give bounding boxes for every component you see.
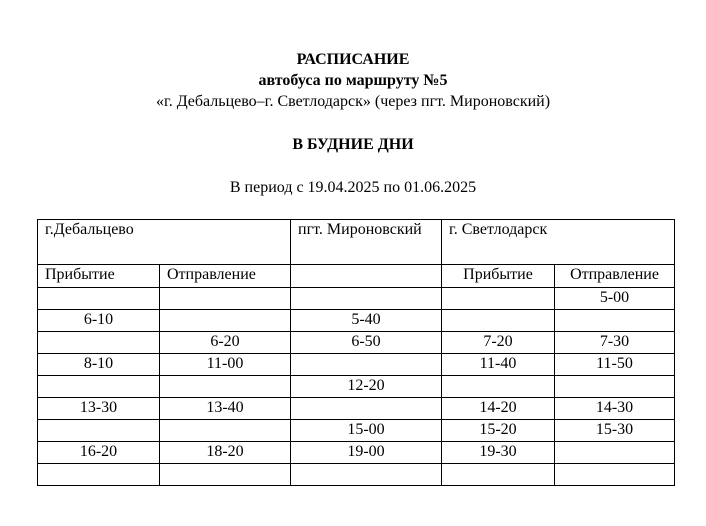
debaltsevo-departure-cell	[160, 376, 291, 398]
debaltsevo-arrival-cell	[38, 464, 160, 486]
svetlodarsk-arrival-cell: 19-30	[442, 442, 555, 464]
mironovsky-time-cell: 12-20	[291, 376, 442, 398]
mironovsky-time-cell: 19-00	[291, 442, 442, 464]
svetlodarsk-arrival-cell	[442, 310, 555, 332]
svetlodarsk-departure-header: Отправление	[555, 265, 675, 288]
debaltsevo-departure-cell	[160, 464, 291, 486]
svetlodarsk-departure-cell	[555, 310, 675, 332]
table-row	[38, 420, 675, 442]
svetlodarsk-departure-cell	[555, 464, 675, 486]
table-row	[38, 376, 675, 398]
svetlodarsk-arrival-header: Прибытие	[442, 265, 555, 288]
svetlodarsk-departure-cell	[555, 376, 675, 398]
table-row	[38, 288, 675, 310]
debaltsevo-departure-header: Отправление	[160, 265, 291, 288]
debaltsevo-departure-cell	[160, 420, 291, 442]
mironovsky-time-cell: 5-40	[291, 310, 442, 332]
svetlodarsk-departure-cell: 15-30	[555, 420, 675, 442]
debaltsevo-arrival-cell: 6-10	[38, 310, 160, 332]
debaltsevo-arrival-cell: 13-30	[38, 398, 160, 420]
svetlodarsk-departure-cell: 11-50	[555, 354, 675, 376]
svetlodarsk-departure-cell: 14-30	[555, 398, 675, 420]
svetlodarsk-arrival-cell: 15-20	[442, 420, 555, 442]
debaltsevo-arrival-cell	[38, 288, 160, 310]
debaltsevo-departure-cell	[160, 310, 291, 332]
mironovsky-subheader	[291, 265, 442, 288]
mironovsky-time-cell	[291, 464, 442, 486]
svetlodarsk-arrival-cell	[442, 376, 555, 398]
stop-svetlodarsk: г. Светлодарск	[442, 220, 675, 265]
stop-debaltsevo: г.Дебальцево	[38, 220, 291, 265]
svetlodarsk-departure-cell	[555, 442, 675, 464]
debaltsevo-departure-cell: 13-40	[160, 398, 291, 420]
period-text: В период с 19.04.2025 по 01.06.2025	[229, 179, 477, 196]
route-description: «г. Дебальцево–г. Светлодарск» (через пгт. Мироновский)	[155, 93, 551, 110]
table-row	[38, 332, 675, 354]
table-row	[38, 398, 675, 420]
mironovsky-time-cell	[291, 398, 442, 420]
svetlodarsk-arrival-cell: 7-20	[442, 332, 555, 354]
debaltsevo-arrival-cell: 16-20	[38, 442, 160, 464]
svetlodarsk-arrival-cell: 14-20	[442, 398, 555, 420]
table-row	[38, 310, 675, 332]
mironovsky-time-cell: 6-50	[291, 332, 442, 354]
debaltsevo-arrival-cell	[38, 376, 160, 398]
debaltsevo-arrival-cell	[38, 332, 160, 354]
svetlodarsk-departure-cell: 7-30	[555, 332, 675, 354]
svetlodarsk-arrival-cell	[442, 464, 555, 486]
svetlodarsk-arrival-cell	[442, 288, 555, 310]
stop-mironovsky: пгт. Мироновский	[291, 220, 442, 265]
table-row	[38, 464, 675, 486]
table-row	[38, 354, 675, 376]
debaltsevo-departure-cell	[160, 288, 291, 310]
page-title: РАСПИСАНИЕ	[296, 51, 410, 68]
debaltsevo-departure-cell: 11-00	[160, 354, 291, 376]
schedule-table	[37, 219, 675, 486]
debaltsevo-departure-cell: 6-20	[160, 332, 291, 354]
table-row	[38, 442, 675, 464]
mironovsky-time-cell: 15-00	[291, 420, 442, 442]
mironovsky-time-cell	[291, 288, 442, 310]
stops-header-row	[38, 220, 675, 265]
page-subtitle: автобуса по маршруту №5	[258, 72, 448, 89]
svetlodarsk-departure-cell: 5-00	[555, 288, 675, 310]
subheader-row	[38, 265, 675, 288]
mironovsky-time-cell	[291, 354, 442, 376]
svetlodarsk-arrival-cell: 11-40	[442, 354, 555, 376]
debaltsevo-arrival-cell: 8-10	[38, 354, 160, 376]
debaltsevo-arrival-header: Прибытие	[38, 265, 160, 288]
debaltsevo-arrival-cell	[38, 420, 160, 442]
debaltsevo-departure-cell: 18-20	[160, 442, 291, 464]
days-heading: В БУДНИЕ ДНИ	[292, 136, 414, 153]
